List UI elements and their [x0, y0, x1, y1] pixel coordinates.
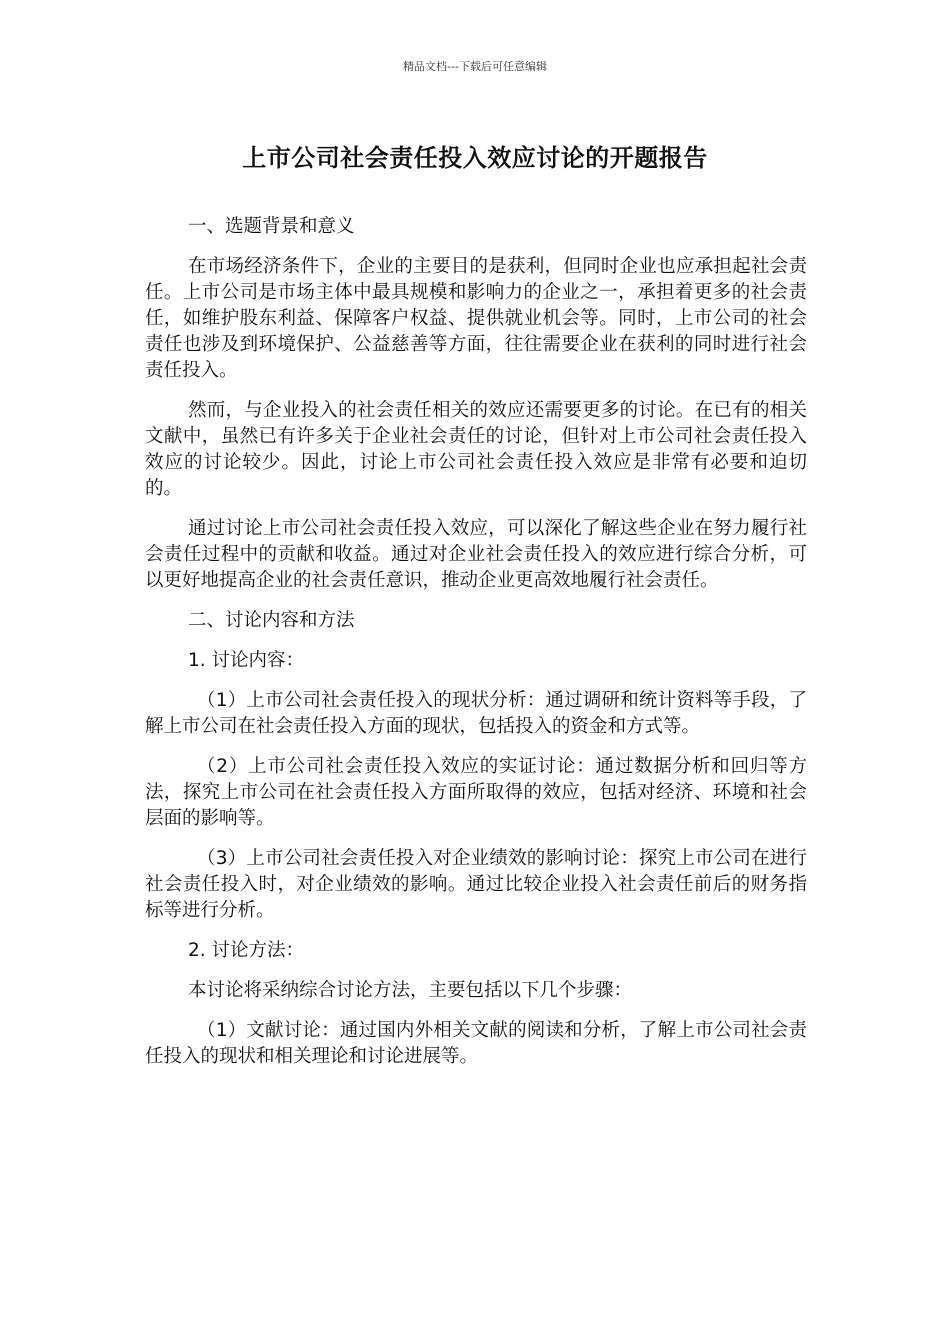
section-heading-content-method: 二、讨论内容和方法 [188, 610, 355, 631]
section-heading-background: 一、选题背景和意义 [188, 216, 355, 237]
header-note: 精品文档---下载后可任意编辑 [403, 60, 547, 73]
list-item-content-3: （3）上市公司社会责任投入对企业绩效的影响讨论：探究上市公司在进行社会责任投入时，对企业绩效的影响。通过比较企业投入社会责任前后的财务指标等进行分析。 [145, 848, 807, 921]
list-item-content-2: （2）上市公司社会责任投入效应的实证讨论：通过数据分析和回归等方法，探究上市公司在社会责任投入方面所取得的效应，包括对经济、环境和社会层面的影响等。 [145, 756, 807, 829]
list-item-method-1: （1）文献讨论：通过国内外相关文献的阅读和分析，了解上市公司社会责任投入的现状和相关理论和讨论进展等。 [145, 1020, 807, 1067]
document-title: 上市公司社会责任投入效应讨论的开题报告 [242, 144, 708, 172]
paragraph-background-1: 在市场经济条件下，企业的主要目的是获利，但同时企业也应承担起社会责任。上市公司是市场主体中最具规模和影响力的企业之一，承担着更多的社会责任，如维护股东利益、保障客户权益、提供就业机会等。同时，上市公司的社会责任也涉及到环境保护、公益慈善等方面，往往需要企业在获利的同时进行社会责任投入。 [145, 256, 807, 381]
list-item-content-1: （1）上市公司社会责任投入的现状分析：通过调研和统计资料等手段，了解上市公司在社会责任投入方面的现状，包括投入的资金和方式等。 [145, 690, 807, 737]
paragraph-background-2: 然而，与企业投入的社会责任相关的效应还需要更多的讨论。在已有的相关文献中，虽然已有许多关于企业社会责任的讨论，但针对上市公司社会责任投入效应的讨论较少。因此，讨论上市公司社会责任投入效应是非常有必要和迫切的。 [145, 400, 807, 499]
document-body [145, 214, 807, 1084]
subheading-content: 1. 讨论内容： [188, 650, 305, 671]
paragraph-background-3: 通过讨论上市公司社会责任投入效应，可以深化了解这些企业在努力履行社会责任过程中的贡献和收益。通过对企业社会责任投入的效应进行综合分析，可以更好地提高企业的社会责任意识，推动企业更高效地履行社会责任。 [145, 518, 807, 591]
paragraph-method-intro: 本讨论将采纳综合讨论方法，主要包括以下几个步骤： [188, 980, 633, 1001]
subheading-method: 2. 讨论方法： [188, 940, 305, 961]
